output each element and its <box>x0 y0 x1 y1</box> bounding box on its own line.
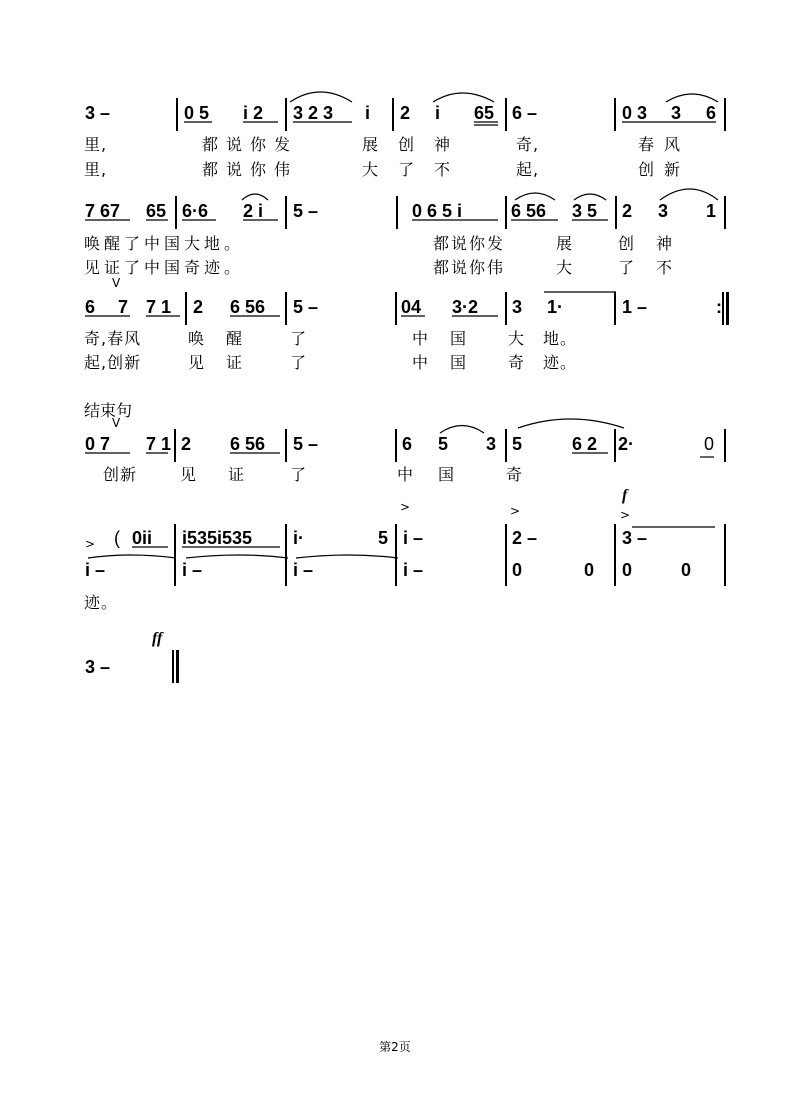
lyric: 大 <box>508 329 526 348</box>
note-group: 3 – <box>85 657 111 677</box>
note-group: 3 <box>486 434 497 454</box>
note-group: 3 <box>671 103 682 123</box>
note-group: 3 <box>658 201 669 221</box>
note-group: 1 – <box>622 297 648 317</box>
lyric: 中 <box>412 329 430 348</box>
note-group: 6 56 <box>230 434 266 454</box>
section-label: 结束句 <box>84 401 133 420</box>
note-group: i – <box>182 560 203 580</box>
note-group: i· <box>293 528 304 548</box>
lyric: 起, <box>516 160 540 179</box>
note-group: 6 – <box>512 103 538 123</box>
breath-mark: V <box>112 276 121 290</box>
note-group: i <box>435 103 441 123</box>
note-group: 7 <box>118 297 129 317</box>
lyric: 奇,春风 <box>84 329 142 348</box>
note-group: 3 5 <box>572 201 598 221</box>
note-group: 0ii <box>132 528 153 548</box>
note-group: 6 <box>402 434 413 454</box>
breath-mark: V <box>112 416 121 430</box>
lyric: 大了不 <box>362 160 471 179</box>
note-group: 3 <box>512 297 523 317</box>
note-group: i – <box>85 560 106 580</box>
lyric: 都说你发 <box>433 234 506 253</box>
lyric: 了 <box>290 329 308 348</box>
note-group: 04 <box>401 297 422 317</box>
note-group: 0 <box>512 560 523 580</box>
lyric: 创新 <box>103 465 138 484</box>
note-group: 0 7 <box>85 434 111 454</box>
note-group: 6 56 <box>511 201 547 221</box>
dynamic-f: f <box>622 487 628 504</box>
note-group: 2· <box>618 434 635 454</box>
note-group: 3·2 <box>452 297 479 317</box>
note-group: 5 <box>512 434 523 454</box>
lyric: 都说你伟 <box>202 160 299 179</box>
lyric: 大 <box>556 258 574 277</box>
note-group: 65 <box>474 103 495 123</box>
note-group: 0 3 <box>622 103 648 123</box>
note-group: i 2 <box>243 103 264 123</box>
lyric: 迹。 <box>84 593 119 612</box>
paren-open: ( <box>114 528 120 548</box>
note-group: 2 – <box>512 528 538 548</box>
lyric: 国 <box>450 353 468 372</box>
lyric: 都说你发 <box>202 135 299 154</box>
lyric: 了 <box>618 258 636 277</box>
lyric: 展创神 <box>362 135 471 154</box>
note-group: 0 <box>584 560 595 580</box>
note-group: 7 1 <box>146 434 172 454</box>
lyric: 奇 <box>506 465 524 484</box>
lyric: 国 <box>438 465 456 484</box>
lyric: 创新 <box>638 160 691 179</box>
lyric: 证 <box>226 353 244 372</box>
note-group: 0 5 <box>184 103 210 123</box>
lyric: 证 <box>228 465 246 484</box>
note-group: 1· <box>547 297 564 317</box>
note-group: 5 – <box>293 434 319 454</box>
lyric: 了 <box>290 465 308 484</box>
lyric: 见 <box>188 353 206 372</box>
lyric: 奇 <box>508 353 526 372</box>
note-group: 2 <box>181 434 192 454</box>
lyric: 唤 <box>188 329 206 348</box>
lyric: 唤醒了中国大地。 <box>84 234 245 253</box>
accent-mark: > <box>620 508 631 522</box>
note-group: 0 6 5 i <box>412 201 463 221</box>
note-group: 6 2 <box>572 434 598 454</box>
note-group: 0 <box>704 434 715 454</box>
lyric: 奇, <box>516 135 540 154</box>
note-group: i535i535 <box>182 528 253 548</box>
note-group: 3 2 3 <box>293 103 334 123</box>
note-group: 6·6 <box>182 201 209 221</box>
page-number: 第2页 <box>379 1040 411 1054</box>
note-group: 5 – <box>293 297 319 317</box>
note-group: 5 <box>378 528 389 548</box>
note-group: i <box>365 103 371 123</box>
lyric: 神 <box>656 234 674 253</box>
lyric: 里, <box>84 160 108 179</box>
accent-mark: > <box>510 504 521 518</box>
note-group: 6 56 <box>230 297 266 317</box>
lyric: 创 <box>618 234 636 253</box>
lyric: 里, <box>84 135 108 154</box>
note-group: 5 <box>438 434 449 454</box>
note-group: 5 – <box>293 201 319 221</box>
lyric: 不 <box>656 258 674 277</box>
note-group: 65 <box>146 201 167 221</box>
note-group: 0 <box>622 560 633 580</box>
note-group: 2 i <box>243 201 264 221</box>
note-group: 2 <box>622 201 633 221</box>
note-group: 6 <box>706 103 717 123</box>
note-group: 7 1 <box>146 297 172 317</box>
note-group: 3 – <box>85 103 111 123</box>
note-group: 7 67 <box>85 201 121 221</box>
accent-mark: > <box>400 500 411 514</box>
lyric: 迹。 <box>543 353 578 372</box>
note-group: i – <box>293 560 314 580</box>
note-group: i – <box>403 528 424 548</box>
lyric: 展 <box>556 234 574 253</box>
lyric: 中 <box>397 465 415 484</box>
repeat-dots: : <box>716 297 722 317</box>
note-group: 0 <box>681 560 692 580</box>
note-group: 6 <box>85 297 96 317</box>
lyric: 起,创新 <box>84 353 142 372</box>
note-group: 2 <box>193 297 204 317</box>
lyric: 春风 <box>638 135 691 154</box>
note-group: i – <box>403 560 424 580</box>
lyric: 见 <box>180 465 198 484</box>
lyric: 地。 <box>543 329 578 348</box>
lyric: 中 <box>412 353 430 372</box>
note-group: 3 – <box>622 528 648 548</box>
note-group: 1 <box>706 201 717 221</box>
dynamic-ff: ff <box>152 630 163 647</box>
note-group: 2 <box>400 103 411 123</box>
accent-mark: > <box>85 537 96 551</box>
lyric: 见证了中国奇迹。 <box>84 258 245 277</box>
lyric: 了 <box>290 353 308 372</box>
lyric: 都说你伟 <box>433 258 506 277</box>
lyric: 醒 <box>226 329 244 348</box>
lyric: 国 <box>450 329 468 348</box>
